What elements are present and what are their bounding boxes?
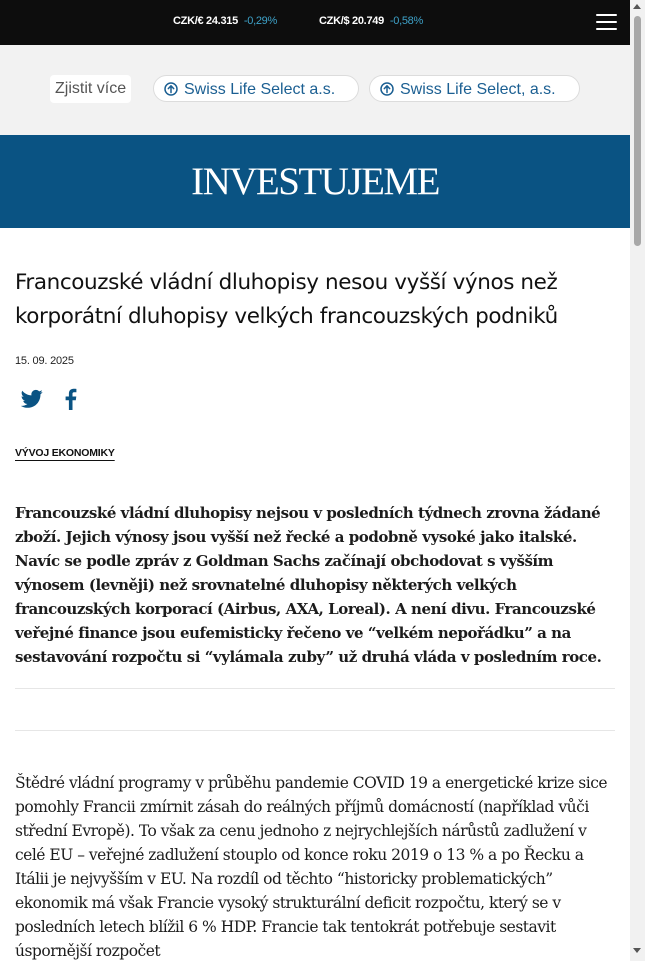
divider: [15, 730, 615, 731]
ticker-pair: CZK/€: [173, 15, 204, 27]
sponsor-chip-swiss-life[interactable]: [153, 75, 359, 102]
facebook-icon[interactable]: [62, 388, 78, 410]
article-category-link[interactable]: VÝVOJ EKONOMIKY: [15, 447, 115, 459]
ticker-value: 20.749: [352, 15, 384, 27]
circle-arrow-up-icon: [380, 82, 394, 96]
scroll-down-arrow-icon[interactable]: [633, 948, 641, 953]
hamburger-icon[interactable]: [596, 13, 617, 32]
sponsor-chip-swiss-life-as[interactable]: [369, 75, 580, 102]
chip-label: Swiss Life Select, a.s.: [400, 81, 556, 98]
circle-arrow-up-icon: [164, 82, 178, 96]
twitter-icon[interactable]: [21, 389, 43, 409]
site-logo[interactable]: INVESTUJEME: [191, 160, 439, 203]
sponsor-bar: [0, 45, 630, 135]
scroll-up-arrow-icon[interactable]: [633, 4, 641, 9]
promo-label: Zjistit více: [50, 75, 131, 103]
scroll-thumb[interactable]: [634, 16, 641, 246]
scrollbar[interactable]: [630, 0, 645, 961]
chip-label: Swiss Life Select a.s.: [184, 81, 336, 98]
brand-header: [0, 135, 630, 228]
ticker-change: -0,58%: [389, 15, 423, 27]
ticker-pair: CZK/$: [319, 15, 350, 27]
ticker-change: -0,29%: [243, 15, 277, 27]
article-lead: Francouzské vládní dluhopisy nejsou v posledních týdnech zrovna žádané zboží. Jejich výnosy jsou vyšší než řecké a podobně vysoké jako italské. Navíc se podle zpráv z Goldman Sachs začínají obchodovat s vyšším výnosem (levněji) než srovnatelné dluhopisy některých velkých francouzských korporací (Airbus, AXA, Loreal). A není divu. Francouzské veřejné finance jsou eufemisticky řečeno ve “velkém nepořádku” a na sestavování rozpočtu si “vylámala zuby” už druhá vláda v posledním roce.: [15, 504, 602, 666]
ticker-item-usd: [319, 15, 423, 27]
article-body-paragraph: Štědré vládní programy v průběhu pandemie COVID 19 a energetické krize sice pomohly Francii zmírnit zásah do reálných příjmů domácností (například vůči střední Evropě). To však za cenu jednoho z nejrychlejších nárůstů zadlužení v celé EU – veřejné zadlužení stouplo od konce roku 2019 o 13 % a po Řecku a Itálii je nejvyšším v EU. Na rozdíl od těchto “historicky problematických” ekonomik má však Francie vysoký strukturální deficit rozpočtu, který se v posledních letech blížil 6 % HDP. Francie tak tentokrát potřebuje sestavit úspornější rozpočet: [15, 774, 608, 960]
divider: [15, 688, 615, 689]
article-date: 15. 09. 2025: [15, 355, 74, 367]
ticker-value: 24.315: [206, 15, 238, 27]
currency-ticker-bar: [0, 0, 630, 45]
ticker-item-eur: [173, 15, 277, 27]
article-title: Francouzské vládní dluhopisy nesou vyšší výnos než korporátní dluhopisy velkých francouzských podniků: [15, 270, 558, 329]
